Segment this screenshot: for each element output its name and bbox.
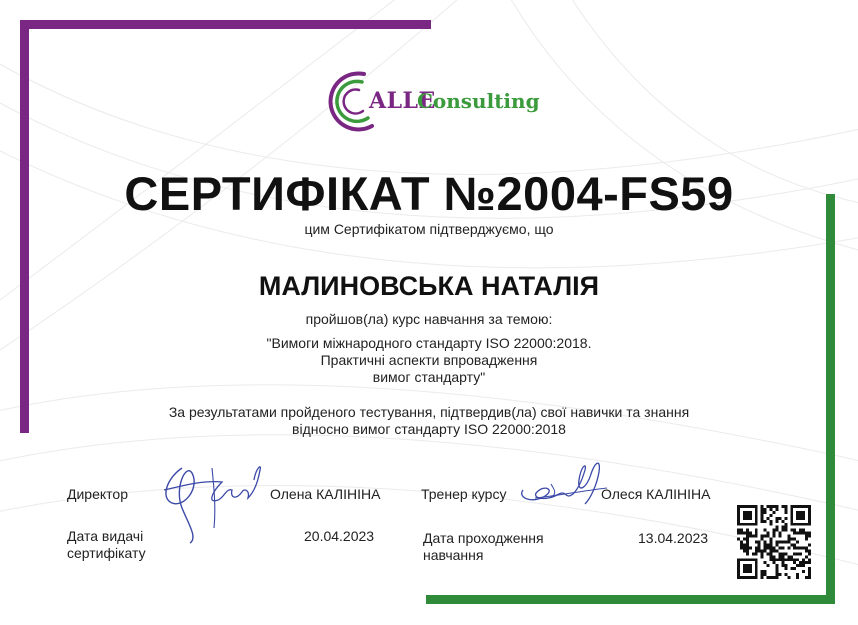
course-title-line-2: Практичні аспекти впровадження	[320, 352, 538, 368]
director-signature-icon	[152, 448, 267, 548]
logo-text-consulting: Consulting	[417, 89, 540, 113]
frame-green-right	[826, 194, 835, 604]
frame-green-bottom	[426, 595, 835, 604]
issue-date-label-line-2: сертифікату	[67, 545, 146, 561]
course-title-line-3: вимог стандарту"	[372, 369, 486, 385]
frame-purple-top	[20, 20, 431, 29]
director-label: Директор	[67, 486, 128, 502]
issue-date-label-line-1: Дата видачі	[67, 528, 144, 544]
result-line-2: відносно вимог стандарту ISO 22000:2018	[292, 421, 566, 437]
issue-date-value: 20.04.2023	[304, 528, 375, 544]
result-line-1: За результатами пройденого тестування, підтвердив(ла) свої навички та знання	[168, 404, 690, 420]
course-intro: пройшов(ла) курс навчання за темою:	[305, 311, 553, 327]
director-name: Олена КАЛІНІНА	[270, 486, 381, 502]
recipient-name: МАЛИНОВСЬКА НАТАЛІЯ	[258, 271, 600, 301]
course-title-line-1: "Вимоги міжнародного стандарту ISO 22000:2018.	[266, 335, 592, 351]
confirm-text: цим Сертифікатом підтверджуємо, що	[304, 221, 554, 237]
completion-date-value: 13.04.2023	[638, 530, 709, 546]
trainer-name: Олеся КАЛІНІНА	[601, 486, 711, 502]
completion-date-label-line-1: Дата проходження	[423, 530, 544, 546]
trainer-signature-icon	[515, 454, 615, 514]
completion-date-label-line-2: навчання	[423, 547, 484, 563]
company-logo	[326, 68, 540, 134]
logo-text-alle: ALLE	[369, 88, 436, 114]
qr-code-icon[interactable]	[737, 505, 811, 579]
trainer-label: Тренер курсу	[421, 486, 507, 502]
certificate-title: СЕРТИФІКАТ №2004-FS59	[124, 167, 734, 220]
